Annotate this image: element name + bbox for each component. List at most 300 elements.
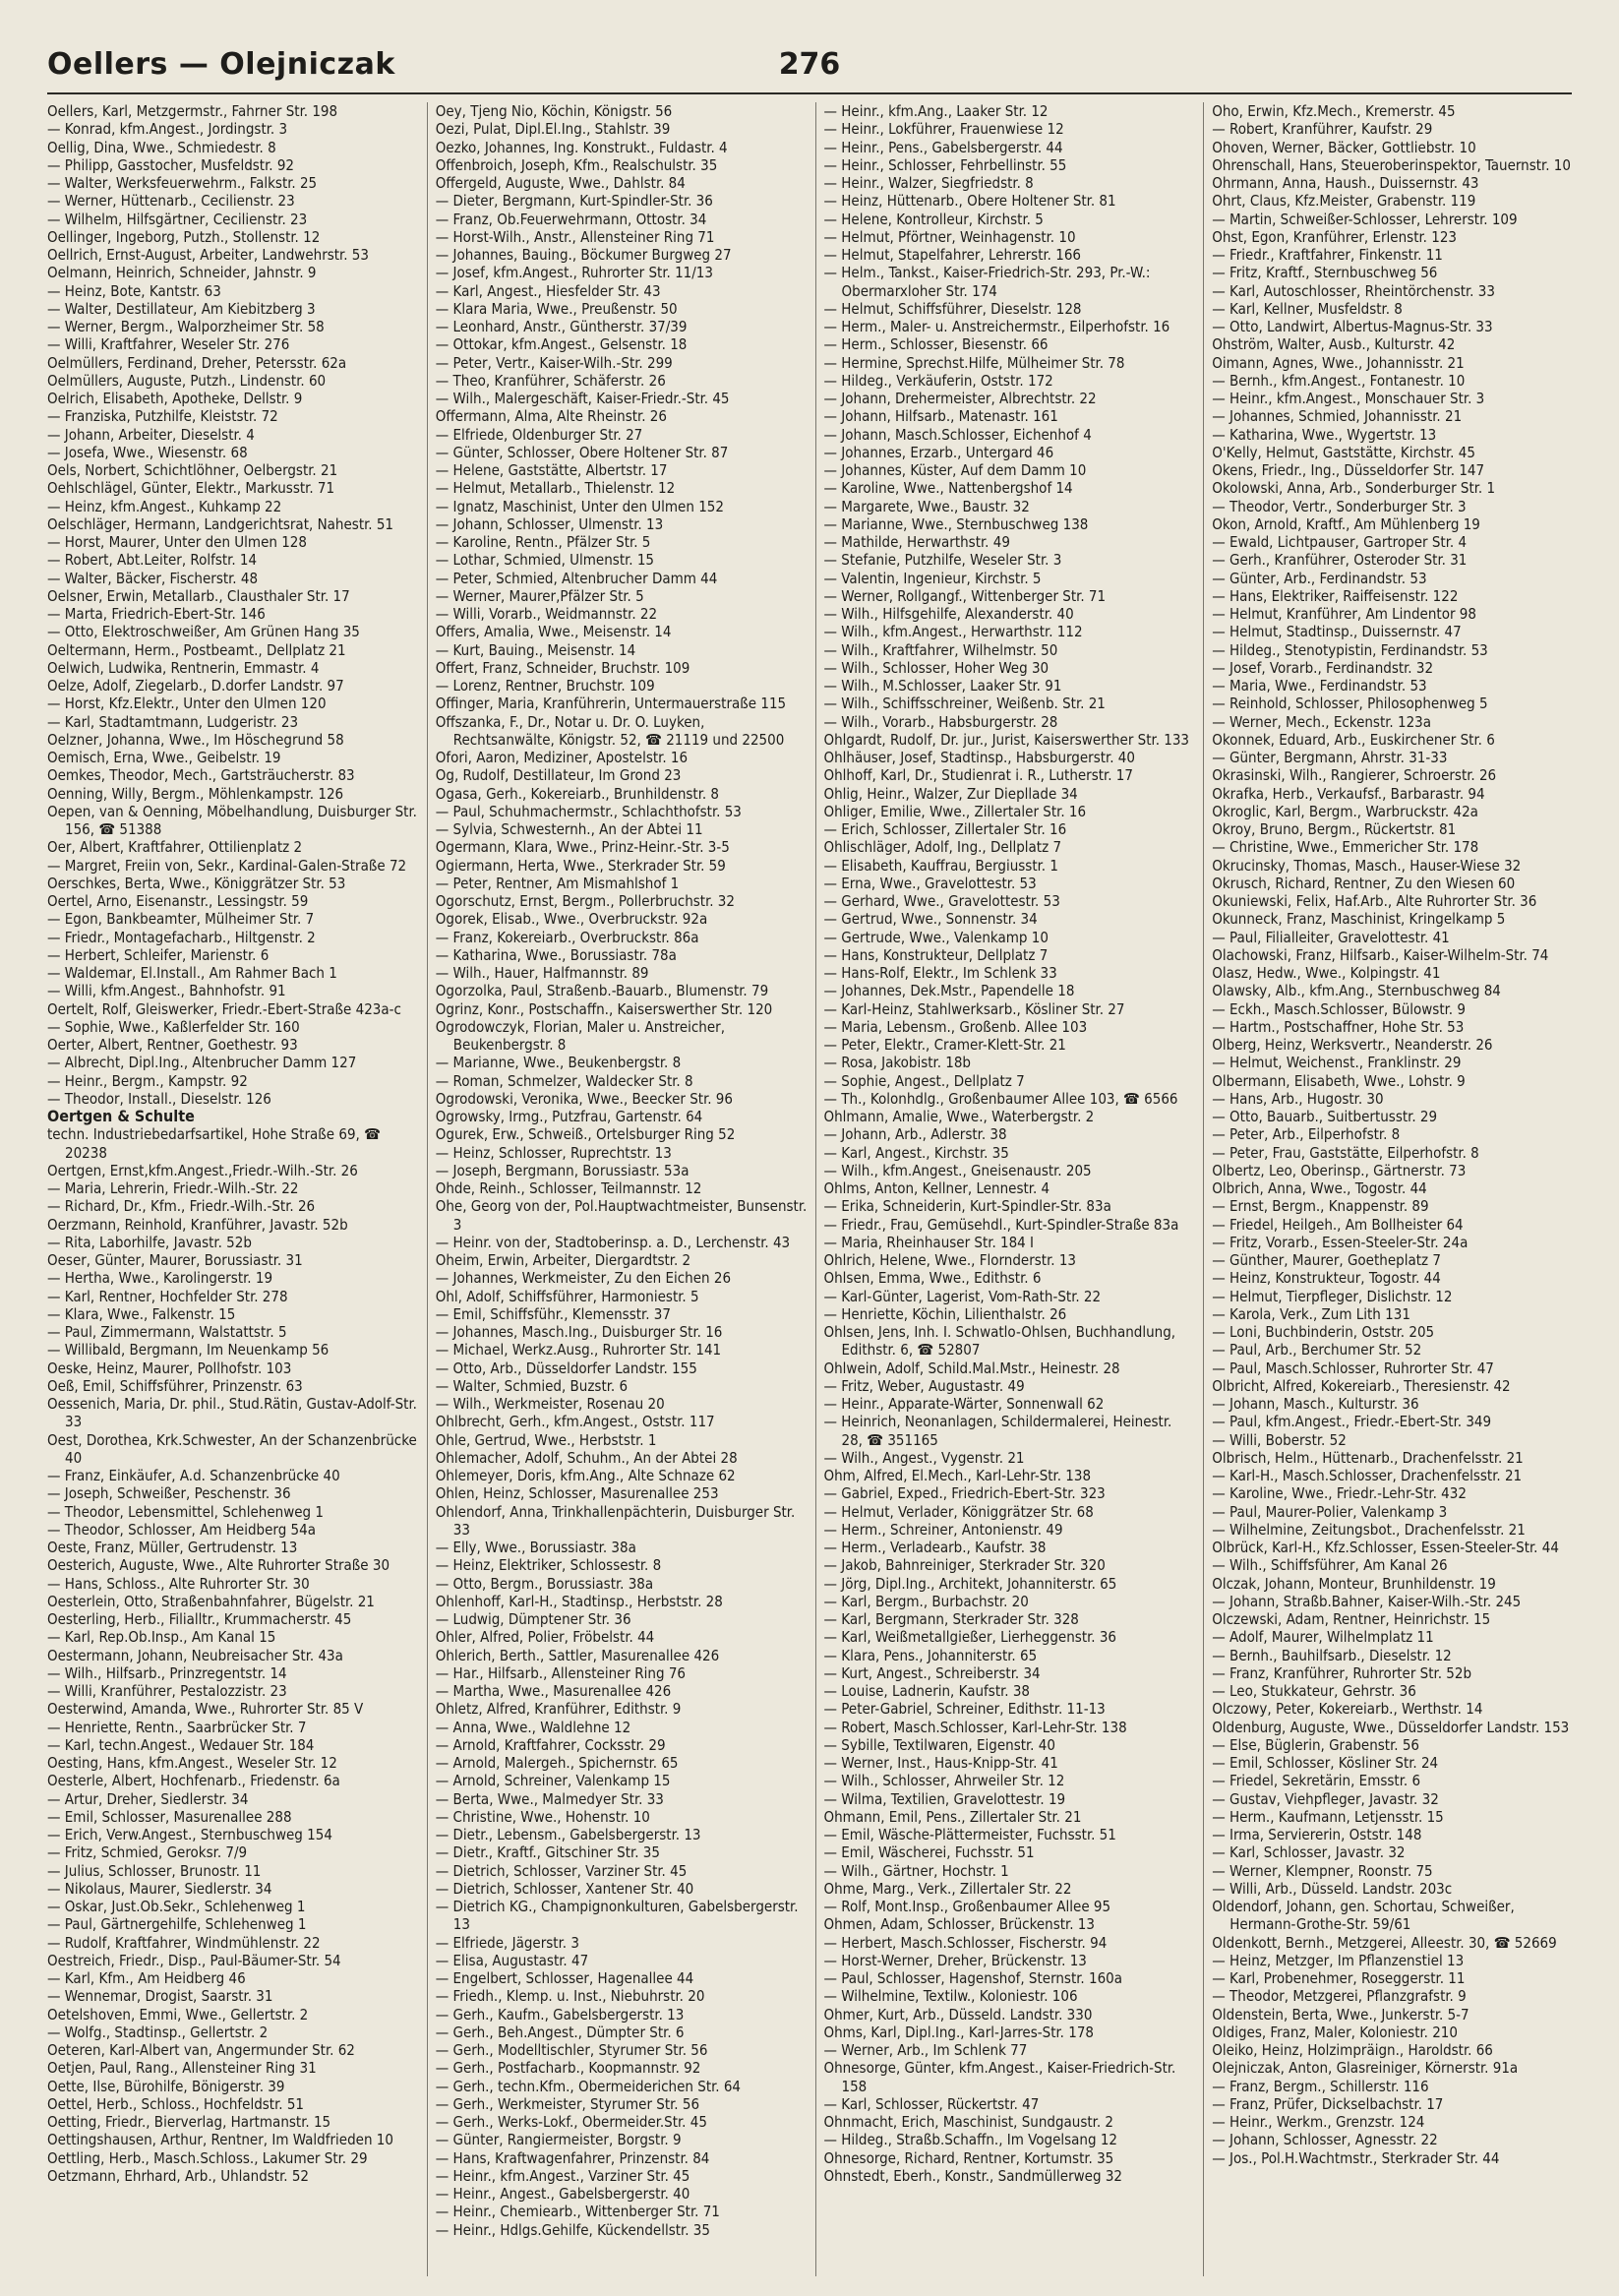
directory-entry: — Horst, Kfz.Elektr., Unter den Ulmen 120 [47,695,327,713]
directory-entry: — Wilhelmine, Zeitungsbot., Drachenfelsstr. 21 [1212,1520,1526,1539]
directory-entry: — Hans, Kraftwagenfahrer, Prinzenstr. 84 [435,2148,710,2167]
directory-entry: — Sophie, Wwe., Kaßlerfelder Str. 160 [47,1017,300,1036]
directory-entry: Offers, Amalia, Wwe., Meisenstr. 14 [435,623,672,641]
directory-entry: — Ottokar, kfm.Angest., Gelsenstr. 18 [435,335,688,354]
directory-entry: Oettling, Herb., Masch.Schloss., Lakumer Str. 29 [47,2148,368,2167]
directory-entry: — Friedh., Klemp. u. Inst., Niebuhrstr. 20 [435,1987,705,2006]
directory-entry: — Wilh., Gärtner, Hochstr. 1 [823,1861,1009,1880]
directory-entry: Oestermann, Johann, Neubreisacher Str. 43a [47,1646,343,1664]
directory-entry: Ohlwein, Adolf, Schild.Mal.Mstr., Heinestr. 28 [823,1359,1120,1377]
directory-entry: Oesterich, Auguste, Wwe., Alte Ruhrorter Straße 30 [47,1556,390,1575]
directory-entry: Ohnesorge, Günter, kfm.Angest., Kaiser-Friedrich-Str. 158 [823,2059,1176,2095]
directory-entry: Okunneck, Franz, Maschinist, Kringelkamp 5 [1212,910,1506,929]
directory-entry: Offermann, Alma, Alte Rheinstr. 26 [435,407,667,426]
directory-entry: — Heinr., Werkm., Grenzstr. 124 [1212,2113,1425,2131]
directory-entry: Oettingshausen, Arthur, Rentner, Im Waldfrieden 10 [47,2131,393,2149]
directory-entry: — Lothar, Schmied, Ulmenstr. 15 [435,551,655,570]
directory-entry: Oelzner, Johanna, Wwe., Im Höschegrund 58 [47,730,344,749]
directory-entry: — Heinr., Angest., Gabelsbergerstr. 40 [435,2185,690,2203]
directory-entry: — Elisabeth, Kauffrau, Bergiusstr. 1 [823,856,1058,875]
directory-entry: Oldenkott, Bernh., Metzgerei, Alleestr. 30, ☎ 52669 [1212,1933,1557,1952]
directory-entry: Olczak, Johann, Monteur, Brunhildenstr. 19 [1212,1574,1496,1593]
directory-entry: — Karl, Rentner, Hochfelder Str. 278 [47,1287,288,1305]
directory-entry: — Gerh., Beh.Angest., Dümpter Str. 6 [435,2023,685,2041]
directory-entry: Ohliger, Emilie, Wwe., Zillertaler Str. 16 [823,802,1087,820]
directory-entry: — Günter, Rangiermeister, Borgstr. 9 [435,2131,682,2149]
directory-entry: Oesterwind, Amanda, Wwe., Ruhrorter Str. 85 V [47,1700,364,1719]
directory-entry: — Dieter, Bergmann, Kurt-Spindler-Str. 36 [435,192,713,211]
directory-entry: — Johann, Masch., Kulturstr. 36 [1212,1395,1419,1413]
directory-entry: — Werner, Bergm., Walporzheimer Str. 58 [47,318,325,335]
directory-entry: Oehlschlägel, Günter, Elektr., Markusstr. 71 [47,479,335,498]
directory-entry: — Reinhold, Schlosser, Philosophenweg 5 [1212,695,1488,713]
directory-entry: Oeltermann, Herm., Postbeamt., Dellplatz 21 [47,640,346,659]
directory-entry: — Otto, Elektroschweißer, Am Grünen Hang 35 [47,623,360,641]
directory-entry: Oelmann, Heinrich, Schneider, Jahnstr. 9 [47,264,317,282]
directory-entry: Oheim, Erwin, Arbeiter, Diergardtstr. 2 [435,1251,691,1269]
directory-entry: — Otto, Landwirt, Albertus-Magnus-Str. 33 [1212,318,1493,335]
directory-entry: Oerter, Albert, Rentner, Goethestr. 93 [47,1036,298,1054]
directory-entry: — Johannes, Schmied, Johannisstr. 21 [1212,407,1463,426]
directory-entry: — Karl, Kellner, Musfeldstr. 8 [1212,299,1403,318]
directory-entry: — Hildeg., Straßb.Schaffn., Im Vogelsang 12 [823,2131,1118,2149]
directory-entry: Olczewski, Adam, Rentner, Heinrichstr. 15 [1212,1610,1491,1628]
directory-entry: Ohlischläger, Adolf, Ing., Dellplatz 7 [823,838,1062,857]
directory-entry: — Friedr., Frau, Gemüsehdl., Kurt-Spindler-Straße 83a [823,1215,1179,1234]
directory-entry: — Karoline, Rentn., Pfälzer Str. 5 [435,533,651,551]
directory-entry: Oezi, Pulat, Dipl.El.Ing., Stahlstr. 39 [435,120,671,139]
directory-entry: Oertgen, Ernst,kfm.Angest.,Friedr.-Wilh.-Str. 26 [47,1161,358,1179]
directory-entry: — Hildeg., Stenotypistin, Ferdinandstr. 53 [1212,640,1488,659]
directory-entry: Okolowski, Anna, Arb., Sonderburger Str. 1 [1212,479,1496,498]
directory-entry: — Karl-Günter, Lagerist, Vom-Rath-Str. 22 [823,1287,1102,1305]
directory-entry: — Klara Maria, Wwe., Preußenstr. 50 [435,299,678,318]
directory-entry: — Ernst, Bergm., Knappenstr. 89 [1212,1197,1429,1216]
directory-entry: — Karl, Bergm., Burbachstr. 20 [823,1592,1029,1610]
directory-entry: — Gertrude, Wwe., Valenkamp 10 [823,928,1049,946]
directory-entry: — Johannes, Erzarb., Untergard 46 [823,443,1054,461]
directory-entry: — Paul, Zimmermann, Walstattstr. 5 [47,1323,287,1341]
directory-entry: — Willi, Kranführer, Pestalozzistr. 23 [47,1682,287,1700]
directory-entry: Oemisch, Erna, Wwe., Geibelstr. 19 [47,749,281,766]
directory-entry: — Peter, Frau, Gaststätte, Eilperhofstr. 8 [1212,1143,1479,1162]
directory-entry: Okroglic, Karl, Bergm., Warbruckstr. 42a [1212,802,1478,820]
directory-entry: — Karl, techn.Angest., Wedauer Str. 184 [47,1735,315,1754]
directory-entry: — Erich, Verw.Angest., Sternbuschweg 154 [47,1826,332,1843]
directory-entry: — Peter, Rentner, Am Mismahlshof 1 [435,874,680,892]
directory-entry: Ohlemacher, Adolf, Schuhm., An der Abtei 28 [435,1448,738,1467]
directory-entry: — Fritz, Kraftf., Sternbuschweg 56 [1212,264,1438,282]
directory-entry: Okroy, Bruno, Bergm., Rückertstr. 81 [1212,820,1457,838]
column-2 [427,102,808,2276]
directory-entry: — Emil, Schlosser, Kösliner Str. 24 [1212,1754,1439,1772]
directory-entry: — Richard, Dr., Kfm., Friedr.-Wilh.-Str. 26 [47,1197,316,1216]
directory-entry: — Werner, Arb., Im Schlenk 77 [823,2041,1028,2059]
directory-entry: Oellig, Dina, Wwe., Schmiedestr. 8 [47,138,276,156]
directory-entry: — Werner, Klempner, Roonstr. 75 [1212,1861,1433,1880]
running-head: Oellers — Olejniczak [47,47,395,82]
directory-entry: — Mathilde, Herwarthstr. 49 [823,533,1010,551]
directory-entry: — Helmut, Stadtinsp., Duissernstr. 47 [1212,623,1462,641]
directory-entry: Oeste, Franz, Müller, Gertrudenstr. 13 [47,1539,298,1556]
directory-entry: — Artur, Dreher, Siedlerstr. 34 [47,1789,249,1808]
directory-entry: — Arnold, Kraftfahrer, Cocksstr. 29 [435,1735,666,1754]
directory-entry: Oelschläger, Hermann, Landgerichtsrat, Nahestr. 51 [47,514,394,533]
directory-entry: Ohst, Egon, Kranführer, Erlenstr. 123 [1212,227,1457,246]
directory-entry: Ohlen, Heinz, Schlosser, Masurenallee 253 [435,1484,719,1503]
directory-entry: — Kurt, Bauing., Meisenstr. 14 [435,640,636,659]
directory-entry: Oldendorf, Johann, gen. Schortau, Schweißer, Hermann-Grothe-Str. 59/61 [1212,1898,1515,1934]
directory-entry: Olachowski, Franz, Hilfsarb., Kaiser-Wilhelm-Str. 74 [1212,945,1549,964]
directory-entry: Olawsky, Alb., kfm.Ang., Sternbuschweg 84 [1212,982,1501,1000]
directory-entry: — Dietrich KG., Champignonkulturen, Gabelsbergerstr. 13 [435,1898,799,1934]
directory-entry: — Josef, Vorarb., Ferdinandstr. 32 [1212,658,1434,677]
directory-entry: Ohle, Gertrud, Wwe., Herbststr. 1 [435,1430,657,1449]
directory-entry: — Dietr., Kraftf., Gitschiner Str. 35 [435,1843,660,1862]
directory-entry: Oettel, Herb., Schloss., Hochfeldstr. 51 [47,2094,304,2113]
directory-entry: — Margret, Freiin von, Sekr., Kardinal-Galen-Straße 72 [47,856,407,875]
directory-entry: — Wilma, Textilien, Gravelottestr. 19 [823,1789,1066,1808]
directory-entry: — Willi, Kraftfahrer, Weseler Str. 276 [47,335,290,354]
directory-entry: — Elfriede, Oldenburger Str. 27 [435,425,643,444]
directory-entry: — Irma, Serviererin, Oststr. 148 [1212,1826,1422,1843]
directory-entry: — Henriette, Rentn., Saarbrücker Str. 7 [47,1718,307,1736]
directory-entry: Okrafka, Herb., Verkaufsf., Barbarastr. 94 [1212,784,1485,803]
directory-entry: techn. Industriebedarfsartikel, Hohe Straße 69, ☎ 20238 [47,1125,381,1162]
directory-entry: — Heinr., kfm.Angest., Monschauer Str. 3 [1212,390,1485,407]
directory-entry: Ohler, Alfred, Polier, Fröbelstr. 44 [435,1628,655,1647]
directory-entry: — Wennemar, Drogist, Saarstr. 31 [47,1987,273,2006]
directory-entry: Oetting, Friedr., Bierverlag, Hartmanstr. 15 [47,2113,331,2131]
directory-entry: — Robert, Masch.Schlosser, Karl-Lehr-Str. 138 [823,1718,1127,1736]
directory-entry: — Christine, Wwe., Emmericher Str. 178 [1212,838,1479,857]
directory-entry: — Philipp, Gasstocher, Musfeldstr. 92 [47,155,294,174]
directory-entry: — Wilh., kfm.Angest., Herwarthstr. 112 [823,623,1083,641]
directory-entry: — Wilh., kfm.Angest., Gneisenaustr. 205 [823,1161,1092,1179]
directory-entry: — Helm., Tankst., Kaiser-Friedrich-Str. 293, Pr.-W.: Obermarxloher Str. 174 [823,264,1151,300]
directory-entry: — Günter, Schlosser, Obere Holtener Str. 87 [435,443,729,461]
directory-entry: — Willibald, Bergmann, Im Neuenkamp 56 [47,1341,330,1359]
directory-entry: — Helmut, Pförtner, Weinhagenstr. 10 [823,227,1076,246]
directory-entry: — Martin, Schweißer-Schlosser, Lehrerstr. 109 [1212,210,1518,228]
directory-entry: — Paul, Gärtnergehilfe, Schlehenweg 1 [47,1915,307,1934]
directory-entry: — Marianne, Wwe., Sternbuschweg 138 [823,514,1089,533]
directory-entry: — Karl, Stadtamtmann, Ludgeristr. 23 [47,712,299,731]
directory-entry: — Horst, Maurer, Unter den Ulmen 128 [47,533,307,551]
directory-entry: Offergeld, Auguste, Wwe., Dahlstr. 84 [435,174,686,192]
directory-entry: Ohlsen, Emma, Wwe., Edithstr. 6 [823,1269,1042,1288]
directory-entry: — Herbert, Masch.Schlosser, Fischerstr. 94 [823,1933,1108,1952]
directory-entry: — Maria, Wwe., Ferdinandstr. 53 [1212,677,1427,695]
directory-entry: Oelrich, Elisabeth, Apotheke, Dellstr. 9 [47,390,303,407]
directory-entry: Oezko, Johannes, Ing. Konstrukt., Fuldastr. 4 [435,138,728,156]
directory-entry: — Helmut, Metallarb., Thielenstr. 12 [435,479,676,498]
directory-entry: Ofori, Aaron, Mediziner, Apostelstr. 16 [435,749,689,766]
directory-entry: — Roman, Schmelzer, Waldecker Str. 8 [435,1071,693,1090]
directory-entry: — Theodor, Schlosser, Am Heidberg 54a [47,1520,316,1539]
directory-entry: — Hermine, Sprechst.Hilfe, Mülheimer Str. 78 [823,353,1125,372]
directory-entry: — Werner, Maurer,Pfälzer Str. 5 [435,586,644,605]
directory-entry: — Horst-Wilh., Anstr., Allensteiner Ring 71 [435,227,715,246]
directory-entry: — Valentin, Ingenieur, Kirchstr. 5 [823,569,1042,587]
directory-entry: — Werner, Mech., Eckenstr. 123a [1212,712,1432,731]
directory-entry: — Ludwig, Dümptener Str. 36 [435,1610,631,1628]
directory-entry: — Günter, Arb., Ferdinandstr. 53 [1212,569,1427,587]
directory-entry: — Robert, Kranführer, Kaufstr. 29 [1212,120,1433,139]
directory-entry: — Peter, Elektr., Cramer-Klett-Str. 21 [823,1036,1066,1054]
column-4 [1203,102,1584,2276]
directory-entry: Okrusch, Richard, Rentner, Zu den Wiesen 60 [1212,874,1516,892]
directory-entry: — Theodor, Vertr., Sonderburger Str. 3 [1212,497,1467,515]
directory-entry: — Arnold, Schreiner, Valenkamp 15 [435,1772,671,1790]
directory-entry: — Paul, kfm.Angest., Friedr.-Ebert-Str. 349 [1212,1413,1492,1431]
directory-entry: — Helene, Gaststätte, Albertstr. 17 [435,461,668,479]
directory-entry: — Johann, Arbeiter, Dieselstr. 4 [47,425,255,444]
directory-entry: — Julius, Schlosser, Brunostr. 11 [47,1861,262,1880]
directory-entry: — Maria, Lehrerin, Friedr.-Wilh.-Str. 22 [47,1179,299,1197]
directory-entry: — Heinz, kfm.Angest., Kuhkamp 22 [47,497,282,515]
directory-entry: — Emil, Wäsche-Plättermeister, Fuchsstr. 51 [823,1826,1116,1843]
directory-entry: Ogorzolka, Paul, Straßenb.-Bauarb., Blumenstr. 79 [435,982,769,1000]
directory-entry: — Waldemar, El.Install., Am Rahmer Bach 1 [47,964,337,982]
directory-entry: — Peter-Gabriel, Schreiner, Edithstr. 11-13 [823,1700,1106,1719]
directory-entry: Ohlerich, Berth., Sattler, Masurenallee 426 [435,1646,720,1664]
directory-entry: — Herm., Maler- u. Anstreichermstr., Eilperhofstr. 16 [823,318,1170,335]
directory-entry: — Hertha, Wwe., Karolingerstr. 19 [47,1269,273,1288]
directory-entry: — Paul, Maurer-Polier, Valenkamp 3 [1212,1502,1448,1521]
directory-entry: — Hans, Arb., Hugostr. 30 [1212,1089,1384,1108]
directory-entry: — Loni, Buchbinderin, Oststr. 205 [1212,1323,1435,1341]
directory-entry: — Klara, Pens., Johanniterstr. 65 [823,1646,1038,1664]
directory-entry: — Rosa, Jakobistr. 18b [823,1054,972,1072]
directory-entry: — Günter, Bergmann, Ahrstr. 31-33 [1212,749,1448,766]
directory-entry: Oleiko, Heinz, Holzimpräign., Haroldstr. 66 [1212,2041,1493,2059]
directory-entry: — Friedr., Kraftfahrer, Finkenstr. 11 [1212,246,1443,264]
directory-entry: — Heinz, Metzger, Im Pflanzenstiel 13 [1212,1951,1465,1969]
directory-entry: — Sybille, Textilwaren, Eigenstr. 40 [823,1735,1055,1754]
directory-entry: Oeteren, Karl-Albert van, Angermunder Str. 62 [47,2041,355,2059]
directory-entry: — Gertrud, Wwe., Sonnenstr. 34 [823,910,1038,929]
directory-entry: — Karl, Angest., Hiesfelder Str. 43 [435,281,661,300]
directory-entry: Oelsner, Erwin, Metallarb., Clausthaler Str. 17 [47,586,350,605]
directory-entry: Offszanka, F., Dr., Notar u. Dr. O. Luyken, Rechtsanwälte, Königstr. 52, ☎ 21119 und 22500 [435,712,785,749]
directory-entry: — Karl, Rep.Ob.Insp., Am Kanal 15 [47,1628,276,1647]
directory-entry: — Leo, Stukkateur, Gehrstr. 36 [1212,1682,1416,1700]
directory-entry: — Karoline, Wwe., Friedr.-Lehr-Str. 432 [1212,1484,1467,1503]
directory-entry: Ogiermann, Herta, Wwe., Sterkrader Str. 59 [435,856,726,875]
directory-entry: — Theodor, Install., Dieselstr. 126 [47,1089,271,1108]
directory-entry: — Johannes, Küster, Auf dem Damm 10 [823,461,1087,479]
directory-entry: — Heinz, Elektriker, Schlossestr. 8 [435,1556,662,1575]
directory-entry: — Willi, Vorarb., Weidmannstr. 22 [435,605,658,623]
directory-entry: — Josefa, Wwe., Wiesenstr. 68 [47,443,248,461]
directory-entry: Og, Rudolf, Destillateur, Im Grond 23 [435,766,682,785]
directory-entry: Ohmann, Emil, Pens., Zillertaler Str. 21 [823,1807,1082,1826]
directory-entry: — Karola, Verk., Zum Lith 131 [1212,1304,1410,1323]
directory-entry: — Karl, Bergmann, Sterkrader Str. 328 [823,1610,1079,1628]
directory-entry: — Johann, Straßb.Bahner, Kaiser-Wilh.-Str. 245 [1212,1592,1522,1610]
directory-entry: — Karl, Kfm., Am Heidberg 46 [47,1969,246,1987]
directory-entry: — Katharina, Wwe., Wygertstr. 13 [1212,425,1437,444]
directory-entry: Ohlig, Heinr., Walzer, Zur Diepllade 34 [823,784,1078,803]
directory-firm-heading: Oertgen & Schulte [47,1107,195,1125]
directory-entry: — Werner, Inst., Haus-Knipp-Str. 41 [823,1754,1058,1772]
directory-entry: Oeser, Günter, Maurer, Borussiastr. 31 [47,1251,303,1269]
directory-entry: Oerzmann, Reinhold, Kranführer, Javastr. 52b [47,1215,348,1234]
directory-entry: — Berta, Wwe., Malmedyer Str. 33 [435,1789,664,1808]
directory-entry: Ohl, Adolf, Schiffsführer, Harmoniestr. 5 [435,1287,699,1305]
directory-entry: — Wilh., M.Schlosser, Laaker Str. 91 [823,677,1062,695]
directory-entry: Oesterling, Herb., Filialltr., Krummacherstr. 45 [47,1610,352,1628]
directory-entry: — Willi, kfm.Angest., Bahnhofstr. 91 [47,982,286,1000]
directory-entry: — Wilh., Angest., Vygenstr. 21 [823,1448,1025,1467]
directory-entry: Oette, Ilse, Bürohilfe, Bönigerstr. 39 [47,2077,285,2095]
directory-entry: — Werner, Rollgangf., Wittenberger Str. 71 [823,586,1107,605]
directory-entry: — Marianne, Wwe., Beukenbergstr. 8 [435,1054,682,1072]
directory-entry: Oetjen, Paul, Rang., Allensteiner Ring 31 [47,2059,317,2078]
directory-entry: — Sophie, Angest., Dellplatz 7 [823,1071,1025,1090]
directory-entry: — Elisa, Augustastr. 47 [435,1951,589,1969]
directory-entry: — Otto, Arb., Düsseldorfer Landstr. 155 [435,1359,697,1377]
directory-entry: Oellinger, Ingeborg, Putzh., Stollenstr. 12 [47,227,321,246]
directory-entry: Ohlms, Anton, Kellner, Lennestr. 4 [823,1179,1050,1197]
directory-entry: Olbricht, Alfred, Kokereiarb., Theresienstr. 42 [1212,1376,1511,1395]
directory-entry: Ohme, Marg., Verk., Zillertaler Str. 22 [823,1879,1072,1898]
directory-entry: Olbrisch, Helm., Hüttenarb., Drachenfelsstr. 21 [1212,1448,1524,1467]
directory-entry: Oelmüllers, Ferdinand, Dreher, Petersstr. 62a [47,353,347,372]
directory-entry: Oldiges, Franz, Maler, Koloniestr. 210 [1212,2023,1458,2041]
directory-entry: — Hans-Rolf, Elektr., Im Schlenk 33 [823,964,1057,982]
directory-entry: — Willi, Boberstr. 52 [1212,1430,1347,1449]
directory-entry: — Walter, Werksfeuerwehrm., Falkstr. 25 [47,174,318,192]
directory-entry: — Karl, Schlosser, Rückertstr. 47 [823,2094,1040,2113]
directory-entry: O'Kelly, Helmut, Gaststätte, Kirchstr. 45 [1212,443,1475,461]
directory-entry: Ohlemeyer, Doris, kfm.Ang., Alte Schnaze 62 [435,1467,736,1484]
directory-entry: — Heinr., Chemiearb., Wittenberger Str. 71 [435,2203,720,2221]
directory-entry: Okuniewski, Felix, Haf.Arb., Alte Ruhrorter Str. 36 [1212,892,1537,910]
directory-entry: — Wilh., Kraftfahrer, Wilhelmstr. 50 [823,640,1058,659]
directory-entry: — Werner, Hüttenarb., Cecilienstr. 23 [47,192,295,211]
directory-entry: — Johannes, Werkmeister, Zu den Eichen 26 [435,1269,732,1288]
directory-entry: — Heinr., Apparate-Wärter, Sonnenwall 62 [823,1395,1105,1413]
directory-entry: — Karl, Schlosser, Javastr. 32 [1212,1843,1406,1862]
directory-entry: — Friedel, Sekretärin, Emsstr. 6 [1212,1772,1421,1790]
directory-entry: — Gerh., Postfacharb., Koopmannstr. 92 [435,2059,701,2078]
directory-entry: — Hans, Schloss., Alte Ruhrorter Str. 30 [47,1574,310,1593]
directory-entry: Ogorek, Elisab., Wwe., Overbruckstr. 92a [435,910,708,929]
directory-entry: — Walter, Schmied, Buzstr. 6 [435,1376,629,1395]
directory-entry: Oldenburg, Auguste, Wwe., Düsseldorfer Landstr. 153 [1212,1718,1570,1736]
directory-entry: — Michael, Werkz.Ausg., Ruhrorter Str. 141 [435,1341,722,1359]
directory-entry: — Erna, Wwe., Gravelottestr. 53 [823,874,1037,892]
directory-entry: Ohm, Alfred, El.Mech., Karl-Lehr-Str. 138 [823,1467,1092,1484]
directory-entry: — Johannes, Dek.Mstr., Papendelle 18 [823,982,1075,1000]
directory-entry: Oepen, van & Oenning, Möbelhandlung, Duisburger Str. 156, ☎ 51388 [47,802,417,838]
directory-entry: — Karl, Probenehmer, Roseggerstr. 11 [1212,1969,1466,1987]
directory-entry: — Heinr., Bergm., Kampstr. 92 [47,1071,248,1090]
directory-entry: Ohrmann, Anna, Haush., Duissernstr. 43 [1212,174,1479,192]
directory-entry: Ogrodowczyk, Florian, Maler u. Anstreicher, Beukenbergstr. 8 [435,1017,726,1054]
directory-entry: Okonnek, Eduard, Arb., Euskirchener Str. 6 [1212,730,1495,749]
directory-entry: Ohnmacht, Erich, Maschinist, Sundgaustr. 2 [823,2113,1113,2131]
directory-entry: Oestreich, Friedr., Disp., Paul-Bäumer-Str. 54 [47,1951,341,1969]
directory-entry: — Har., Hilfsarb., Allensteiner Ring 76 [435,1663,686,1682]
directory-entry: — Helmut, Tierpfleger, Dislichstr. 12 [1212,1287,1453,1305]
directory-entry: — Hans, Elektriker, Raiffeisenstr. 122 [1212,586,1459,605]
directory-entry: — Heinr., kfm.Angest., Varziner Str. 45 [435,2166,690,2185]
directory-entry: — Stefanie, Putzhilfe, Weseler Str. 3 [823,551,1062,570]
directory-entry: Oellrich, Ernst-August, Arbeiter, Landwehrstr. 53 [47,246,369,264]
directory-entry: — Theo, Kranführer, Schäferstr. 26 [435,371,666,390]
directory-entry: — Wilhelm, Hilfsgärtner, Cecilienstr. 23 [47,210,308,228]
directory-entry: — Fritz, Vorarb., Essen-Steeler-Str. 24a [1212,1233,1469,1251]
directory-entry: — Klara, Wwe., Falkenstr. 15 [47,1304,236,1323]
directory-entry: — Adolf, Maurer, Wilhelmplatz 11 [1212,1628,1434,1647]
directory-entry: — Gerh., Werks-Lokf., Obermeider.Str. 45 [435,2113,707,2131]
directory-entry: — Paul, Filialleiter, Gravelottestr. 41 [1212,928,1450,946]
directory-entry: Oest, Dorothea, Krk.Schwester, An der Schanzenbrücke 40 [47,1430,417,1467]
directory-entry: — Wilh., Schlosser, Hoher Weg 30 [823,658,1049,677]
directory-entry: — Johann, Hilfsarb., Matenastr. 161 [823,407,1058,426]
directory-entry: Olasz, Hedw., Wwe., Kolpingstr. 41 [1212,964,1441,982]
directory-entry: Olczowy, Peter, Kokereiarb., Werthstr. 14 [1212,1700,1483,1719]
directory-entry: Oerschkes, Berta, Wwe., Königgrätzer Str. 53 [47,874,346,892]
directory-entry: — Paul, Masch.Schlosser, Ruhrorter Str. 47 [1212,1359,1494,1377]
directory-entry: — Franz, Kranführer, Ruhrorter Str. 52b [1212,1663,1472,1682]
directory-entry: — Johann, Masch.Schlosser, Eichenhof 4 [823,425,1092,444]
directory-entry: — Marta, Friedrich-Ebert-Str. 146 [47,605,266,623]
directory-entry: — Jos., Pol.H.Wachtmstr., Sterkrader Str. 44 [1212,2148,1500,2167]
directory-entry: — Rolf, Mont.Insp., Großenbaumer Allee 95 [823,1898,1111,1915]
directory-entry: Ohlenhoff, Karl-H., Stadtinsp., Herbststr. 28 [435,1592,723,1610]
directory-entry: — Karl-H., Masch.Schlosser, Drachenfelsstr. 21 [1212,1467,1523,1484]
directory-entry: — Dietr., Lebensm., Gabelsbergerstr. 13 [435,1826,701,1843]
directory-entry: Ohrt, Claus, Kfz.Meister, Grabenstr. 119 [1212,192,1476,211]
directory-entry: — Kurt, Angest., Schreiberstr. 34 [823,1663,1041,1682]
directory-entry: — Jakob, Bahnreiniger, Sterkrader Str. 320 [823,1556,1106,1575]
directory-entry: Okrucinsky, Thomas, Masch., Hauser-Wiese 32 [1212,856,1522,875]
directory-entry: Offert, Franz, Schneider, Bruchstr. 109 [435,658,690,677]
column-3 [815,102,1196,2276]
directory-entry: Oldenstein, Berta, Wwe., Junkerstr. 5-7 [1212,2005,1469,2024]
directory-entry: Ohoven, Werner, Bäcker, Gottliebstr. 10 [1212,138,1476,156]
directory-entry: Ohde, Reinh., Schlosser, Teilmannstr. 12 [435,1179,702,1197]
page-number: 276 [778,47,841,82]
directory-entry: — Franziska, Putzhilfe, Kleiststr. 72 [47,407,278,426]
directory-entry: Oertelt, Rolf, Gleiswerker, Friedr.-Ebert-Straße 423a-c [47,999,401,1018]
directory-entry: — Heinz, Konstrukteur, Togostr. 44 [1212,1269,1441,1288]
directory-entry: — Heinr., Schlosser, Fehrbellinstr. 55 [823,155,1067,174]
directory-entry: Ohnesorge, Richard, Rentner, Kortumstr. 35 [823,2148,1114,2167]
directory-entry: — Helmut, Verlader, Königgrätzer Str. 68 [823,1502,1094,1521]
directory-entry: — Gerh., Werkmeister, Styrumer Str. 56 [435,2094,700,2113]
directory-entry: — Nikolaus, Maurer, Siedlerstr. 34 [47,1879,272,1898]
directory-entry: Ohms, Karl, Dipl.Ing., Karl-Jarres-Str. 178 [823,2023,1094,2041]
directory-entry: — Jörg, Dipl.Ing., Architekt, Johanniterstr. 65 [823,1574,1117,1593]
directory-entry: — Heinr., Lokführer, Frauenwiese 12 [823,120,1064,139]
directory-entry: — Bernh., Bauhilfsarb., Dieselstr. 12 [1212,1646,1452,1664]
directory-entry: Oertel, Arno, Eisenanstr., Lessingstr. 59 [47,892,309,910]
directory-entry: — Wilh., Malergeschäft, Kaiser-Friedr.-Str. 45 [435,390,730,407]
directory-entry: Oels, Norbert, Schichtlöhner, Oelbergstr. 21 [47,461,338,479]
directory-entry: — Maria, Lebensm., Großenb. Allee 103 [823,1017,1088,1036]
directory-entry: Olejniczak, Anton, Glasreiniger, Körnerstr. 91a [1212,2059,1519,2078]
directory-entry: Olberg, Heinz, Werksvertr., Neanderstr. 26 [1212,1036,1493,1054]
directory-entry: — Herbert, Schleifer, Marienstr. 6 [47,945,270,964]
directory-entry: — Otto, Bauarb., Suitbertusstr. 29 [1212,1108,1438,1125]
directory-entry: Ohlmann, Amalie, Wwe., Waterbergstr. 2 [823,1108,1095,1125]
directory-entry: Oesterle, Albert, Hochfenarb., Friedenstr. 6a [47,1772,340,1790]
